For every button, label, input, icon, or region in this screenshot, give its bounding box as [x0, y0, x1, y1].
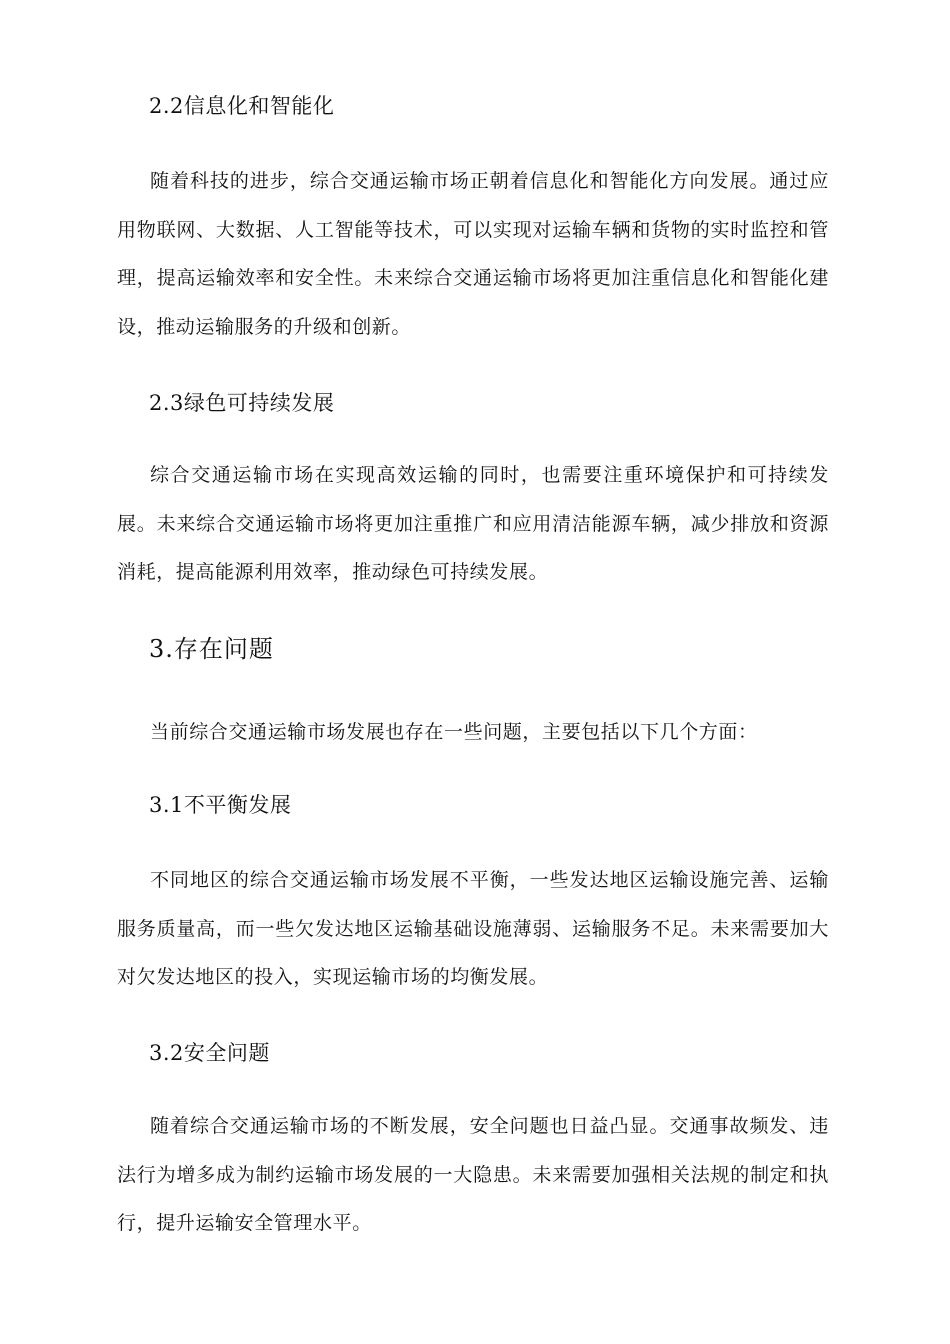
section-heading-2-2: 2.2信息化和智能化 [149, 94, 335, 118]
section-heading-3-1: 3.1不平衡发展 [149, 793, 292, 817]
section-paragraph-2-2: 随着科技的进步，综合交通运输市场正朝着信息化和智能化方向发展。通过应用物联网、大数据、人工智能等技术，可以实现对运输车辆和货物的实时监控和管理，提高运输效率和安全性。未来综合交通运输市场将更加注重信息化和智能化建设，推动运输服务的升级和创新。 [117, 170, 829, 338]
section-heading-3: 3.存在问题 [149, 635, 274, 663]
section-heading-3-2: 3.2安全问题 [149, 1041, 270, 1065]
section-paragraph-3: 当前综合交通运输市场发展也存在一些问题，主要包括以下几个方面： [150, 721, 758, 743]
section-heading-2-3: 2.3绿色可持续发展 [149, 391, 335, 415]
section-paragraph-3-1: 不同地区的综合交通运输市场发展不平衡，一些发达地区运输设施完善、运输服务质量高，而一些欠发达地区运输基础设施薄弱、运输服务不足。未来需要加大对欠发达地区的投入，实现运输市场的均衡发展。 [117, 869, 829, 988]
section-paragraph-3-2: 随着综合交通运输市场的不断发展，安全问题也日益凸显。交通事故频发、违法行为增多成为制约运输市场发展的一大隐患。未来需要加强相关法规的制定和执行，提升运输安全管理水平。 [117, 1115, 829, 1234]
section-paragraph-2-3: 综合交通运输市场在实现高效运输的同时，也需要注重环境保护和可持续发展。未来综合交通运输市场将更加注重推广和应用清洁能源车辆，减少排放和资源消耗，提高能源利用效率，推动绿色可持续发展。 [117, 464, 829, 583]
